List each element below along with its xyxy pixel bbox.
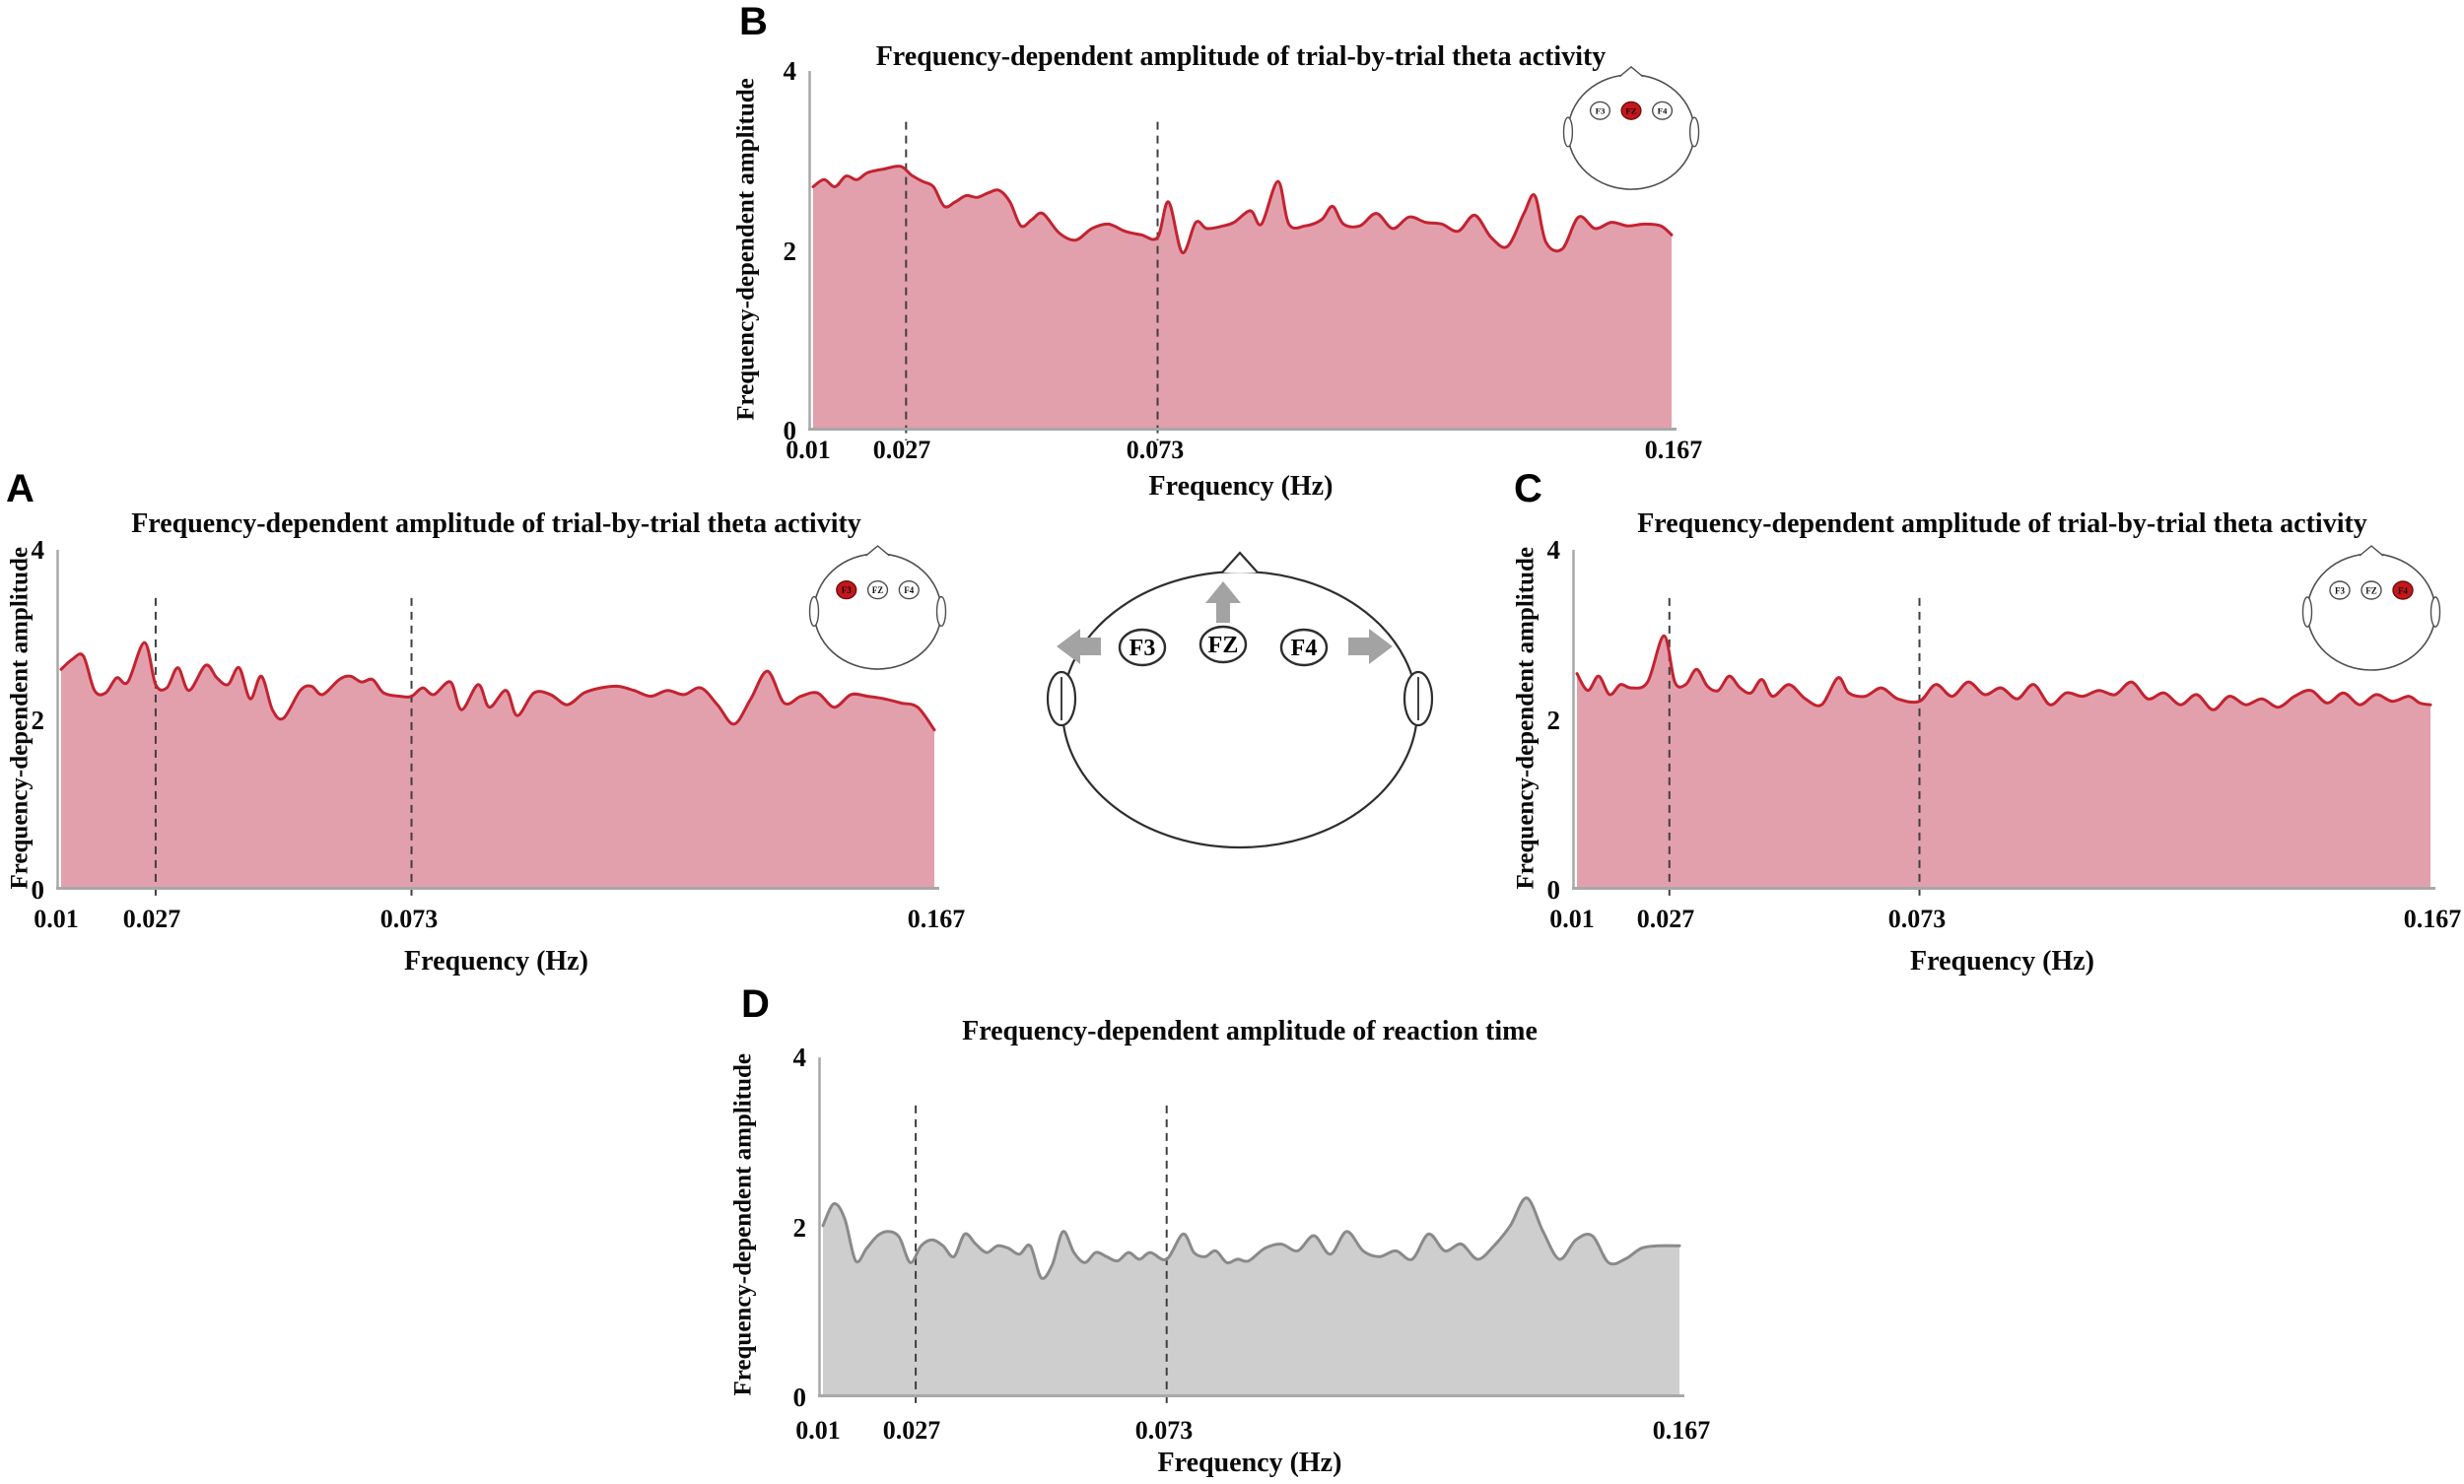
panel-b-x-axis-label: Frequency (Hz) xyxy=(1148,471,1334,502)
panel-c-ytick-4: 4 xyxy=(1546,535,1560,565)
panel-a-xtick-4: 0.167 xyxy=(907,905,966,933)
area-fill xyxy=(823,1198,1679,1395)
panel-d-xtick-3: 0.073 xyxy=(1134,1416,1194,1445)
inset-nose-icon xyxy=(1619,67,1643,77)
svg-text:F4: F4 xyxy=(904,585,915,596)
svg-text:FZ: FZ xyxy=(871,585,884,596)
panel-d-xtick-2: 0.027 xyxy=(882,1416,941,1445)
electrode-fz xyxy=(1200,627,1246,662)
svg-text:F3: F3 xyxy=(2335,585,2345,596)
inset-left-ear-icon xyxy=(1564,117,1573,147)
panel-b-plot xyxy=(808,71,1674,431)
panel-d-letter: D xyxy=(741,982,770,1026)
panel-b-xtick-2: 0.027 xyxy=(872,436,931,464)
inset-electrode-fz xyxy=(868,581,888,599)
panel-c-xtick-2: 0.027 xyxy=(1636,905,1695,933)
panel-a-y-axis-label: Frequency-dependent amplitude xyxy=(6,547,34,890)
svg-text:FZ: FZ xyxy=(1625,105,1637,116)
panel-c xyxy=(1508,463,2464,985)
panel-b-letter: B xyxy=(739,0,768,43)
panel-a-title: Frequency-dependent amplitude of trial-by-trial theta activity xyxy=(131,508,861,539)
inset-head-outline xyxy=(814,554,941,669)
panel-c-xtick-4: 0.167 xyxy=(2403,905,2462,933)
panel-c-xtick-1: 0.01 xyxy=(1549,905,1595,933)
inset-left-ear-icon xyxy=(2303,597,2312,627)
panel-c-ytick-2: 2 xyxy=(1546,706,1560,735)
panel-c-x-axis-label: Frequency (Hz) xyxy=(1910,946,2094,977)
panel-d-plot xyxy=(818,1057,1681,1397)
inset-nose-icon xyxy=(2360,546,2383,556)
inset-nose-icon xyxy=(866,546,890,556)
panel-b-xtick-3: 0.073 xyxy=(1126,436,1185,464)
inset-head-outline xyxy=(1568,75,1694,189)
panel-b-y-axis-label: Frequency-dependent amplitude xyxy=(732,78,760,421)
inset-head-outline xyxy=(2307,554,2435,670)
panel-a-ytick-4: 4 xyxy=(31,535,44,565)
inset-electrode-f4 xyxy=(1653,101,1673,119)
panel-d xyxy=(729,980,1725,1484)
panel-d-ytick-0: 0 xyxy=(792,1383,806,1412)
panel-b-title: Frequency-dependent amplitude of trial-by-trial theta activity xyxy=(875,41,1607,72)
panel-d-ytick-2: 2 xyxy=(792,1213,806,1243)
panel-b-ytick-4: 4 xyxy=(783,56,796,86)
panel-b-ytick-2: 2 xyxy=(783,236,796,266)
inset-electrode-fz xyxy=(2361,581,2381,599)
area-fill xyxy=(1577,636,2430,888)
inset-electrode-f3 xyxy=(837,581,856,599)
panel-a-xtick-2: 0.027 xyxy=(122,905,181,933)
area-fill xyxy=(61,642,934,888)
nose-icon xyxy=(1222,553,1258,573)
panel-a-x-axis-label: Frequency (Hz) xyxy=(404,946,588,977)
svg-text:FZ: FZ xyxy=(1207,633,1239,658)
svg-text:F4: F4 xyxy=(1657,105,1668,116)
panel-c-letter: C xyxy=(1514,467,1542,510)
panel-a-ytick-0: 0 xyxy=(31,875,44,905)
central-head-diagram xyxy=(1045,540,1439,865)
panel-d-title: Frequency-dependent amplitude of reaction time xyxy=(962,1016,1538,1046)
panel-c-head-inset xyxy=(2304,545,2442,673)
inset-electrode-f3 xyxy=(1591,101,1610,119)
electrode-f4 xyxy=(1281,630,1327,665)
svg-text:F3: F3 xyxy=(1595,105,1606,116)
panel-a-ytick-2: 2 xyxy=(31,706,44,735)
inset-electrode-f4 xyxy=(899,581,919,599)
panel-b-head-inset xyxy=(1565,65,1701,193)
svg-text:F3: F3 xyxy=(1129,636,1156,661)
panel-b-xtick-1: 0.01 xyxy=(786,436,831,464)
panel-c-y-axis-label: Frequency-dependent amplitude xyxy=(1512,547,1540,890)
inset-left-ear-icon xyxy=(810,597,819,627)
panel-d-x-axis-label: Frequency (Hz) xyxy=(1157,1448,1342,1478)
panel-c-title: Frequency-dependent amplitude of trial-by-trial theta activity xyxy=(1637,508,2367,539)
inset-electrode-f4 xyxy=(2393,581,2413,599)
panel-d-y-axis-label: Frequency-dependent amplitude xyxy=(729,1053,757,1396)
panel-d-ytick-4: 4 xyxy=(792,1043,806,1072)
panel-a xyxy=(0,463,995,985)
head-outline xyxy=(1062,572,1417,847)
inset-right-ear-icon xyxy=(1690,117,1699,147)
panel-a-head-inset xyxy=(811,545,948,672)
panel-c-ytick-0: 0 xyxy=(1546,875,1560,905)
panel-d-xtick-4: 0.167 xyxy=(1652,1416,1711,1445)
panel-b xyxy=(729,0,1725,517)
panel-b-ytick-0: 0 xyxy=(783,416,796,445)
panel-b-xtick-4: 0.167 xyxy=(1644,436,1703,464)
panel-a-letter: A xyxy=(6,467,34,510)
inset-electrode-f3 xyxy=(2330,581,2350,599)
panel-a-xtick-3: 0.073 xyxy=(379,905,439,933)
panel-d-xtick-1: 0.01 xyxy=(795,1416,841,1445)
svg-text:F4: F4 xyxy=(2398,585,2408,596)
electrode-f3 xyxy=(1120,630,1165,665)
svg-text:FZ: FZ xyxy=(2365,585,2377,596)
svg-text:F3: F3 xyxy=(841,585,852,596)
svg-text:F4: F4 xyxy=(1290,636,1318,661)
inset-electrode-fz xyxy=(1621,101,1641,119)
panel-a-plot xyxy=(56,550,936,890)
inset-right-ear-icon xyxy=(937,597,946,627)
inset-right-ear-icon xyxy=(2431,597,2440,627)
panel-c-xtick-3: 0.073 xyxy=(1887,905,1947,933)
panel-a-xtick-1: 0.01 xyxy=(34,905,79,933)
